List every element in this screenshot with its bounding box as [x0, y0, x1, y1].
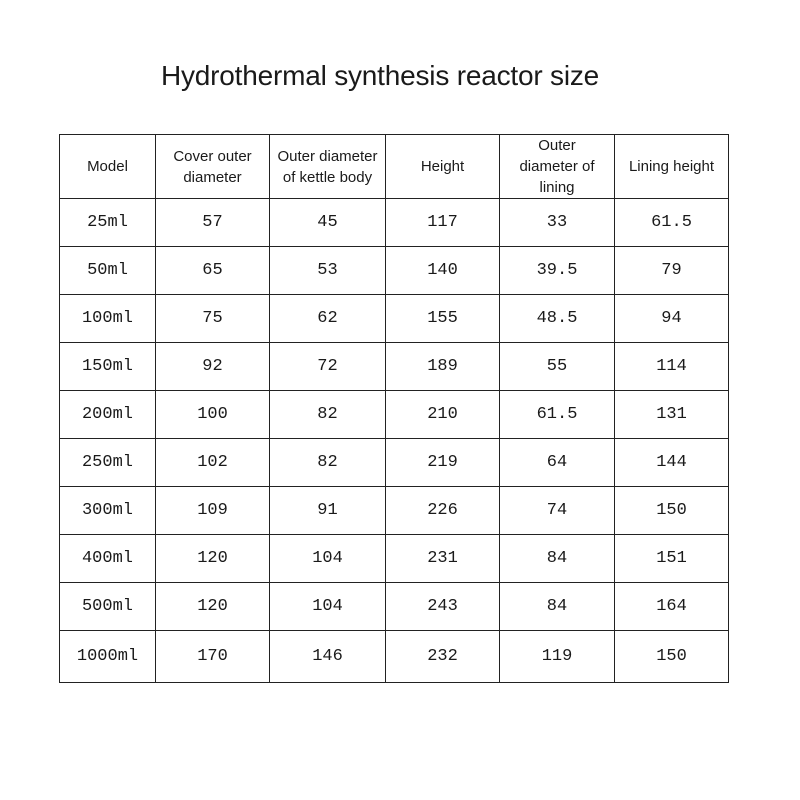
cell-height: 219	[386, 439, 500, 487]
cell-cover-outer-diameter: 65	[156, 247, 270, 295]
cell-lining-height: 61.5	[615, 199, 729, 247]
cell-lining-height: 94	[615, 295, 729, 343]
header-lining-height: Lining height	[615, 135, 729, 199]
page-title: Hydrothermal synthesis reactor size	[160, 60, 600, 91]
cell-height: 232	[386, 631, 500, 683]
table-row	[60, 583, 729, 631]
cell-height: 231	[386, 535, 500, 583]
cell-height: 155	[386, 295, 500, 343]
table-row	[60, 199, 729, 247]
cell-height: 189	[386, 343, 500, 391]
cell-model: 1000ml	[60, 631, 156, 683]
cell-cover-outer-diameter: 120	[156, 535, 270, 583]
cell-model: 50ml	[60, 247, 156, 295]
cell-outer-diameter-kettle-body: 82	[270, 391, 386, 439]
cell-height: 226	[386, 487, 500, 535]
cell-lining-height: 151	[615, 535, 729, 583]
cell-model: 250ml	[60, 439, 156, 487]
header-outer-diameter-kettle-body: Outer diameter of kettle body	[270, 135, 386, 199]
cell-model: 150ml	[60, 343, 156, 391]
cell-cover-outer-diameter: 100	[156, 391, 270, 439]
cell-cover-outer-diameter: 92	[156, 343, 270, 391]
cell-cover-outer-diameter: 57	[156, 199, 270, 247]
cell-outer-diameter-kettle-body: 104	[270, 583, 386, 631]
cell-height: 243	[386, 583, 500, 631]
header-height: Height	[386, 135, 500, 199]
cell-outer-diameter-lining: 39.5	[500, 247, 615, 295]
cell-outer-diameter-kettle-body: 53	[270, 247, 386, 295]
cell-outer-diameter-lining: 84	[500, 583, 615, 631]
cell-model: 400ml	[60, 535, 156, 583]
header-cover-outer-diameter: Cover outer diameter	[156, 135, 270, 199]
cell-outer-diameter-kettle-body: 104	[270, 535, 386, 583]
table-row	[60, 535, 729, 583]
cell-lining-height: 150	[615, 631, 729, 683]
table-row	[60, 247, 729, 295]
cell-lining-height: 150	[615, 487, 729, 535]
cell-outer-diameter-lining: 84	[500, 535, 615, 583]
cell-cover-outer-diameter: 75	[156, 295, 270, 343]
cell-outer-diameter-lining: 33	[500, 199, 615, 247]
table-row	[60, 391, 729, 439]
cell-outer-diameter-kettle-body: 72	[270, 343, 386, 391]
cell-lining-height: 164	[615, 583, 729, 631]
cell-lining-height: 79	[615, 247, 729, 295]
cell-outer-diameter-kettle-body: 91	[270, 487, 386, 535]
cell-cover-outer-diameter: 109	[156, 487, 270, 535]
cell-model: 100ml	[60, 295, 156, 343]
cell-outer-diameter-kettle-body: 146	[270, 631, 386, 683]
header-outer-diameter-lining: Outer diameter of lining	[500, 135, 615, 199]
cell-outer-diameter-lining: 64	[500, 439, 615, 487]
cell-height: 140	[386, 247, 500, 295]
cell-model: 500ml	[60, 583, 156, 631]
cell-model: 25ml	[60, 199, 156, 247]
cell-lining-height: 114	[615, 343, 729, 391]
reactor-size-table	[59, 134, 729, 683]
cell-outer-diameter-lining: 119	[500, 631, 615, 683]
table-row	[60, 439, 729, 487]
cell-cover-outer-diameter: 102	[156, 439, 270, 487]
cell-outer-diameter-kettle-body: 45	[270, 199, 386, 247]
cell-cover-outer-diameter: 170	[156, 631, 270, 683]
cell-height: 117	[386, 199, 500, 247]
table-row	[60, 631, 729, 683]
cell-outer-diameter-lining: 55	[500, 343, 615, 391]
header-model: Model	[60, 135, 156, 199]
cell-outer-diameter-lining: 48.5	[500, 295, 615, 343]
table-header-row	[60, 135, 729, 199]
table-row	[60, 295, 729, 343]
cell-model: 300ml	[60, 487, 156, 535]
cell-height: 210	[386, 391, 500, 439]
cell-lining-height: 131	[615, 391, 729, 439]
cell-outer-diameter-lining: 61.5	[500, 391, 615, 439]
table-row	[60, 487, 729, 535]
cell-outer-diameter-lining: 74	[500, 487, 615, 535]
cell-outer-diameter-kettle-body: 62	[270, 295, 386, 343]
cell-lining-height: 144	[615, 439, 729, 487]
cell-outer-diameter-kettle-body: 82	[270, 439, 386, 487]
table-row	[60, 343, 729, 391]
cell-cover-outer-diameter: 120	[156, 583, 270, 631]
cell-model: 200ml	[60, 391, 156, 439]
